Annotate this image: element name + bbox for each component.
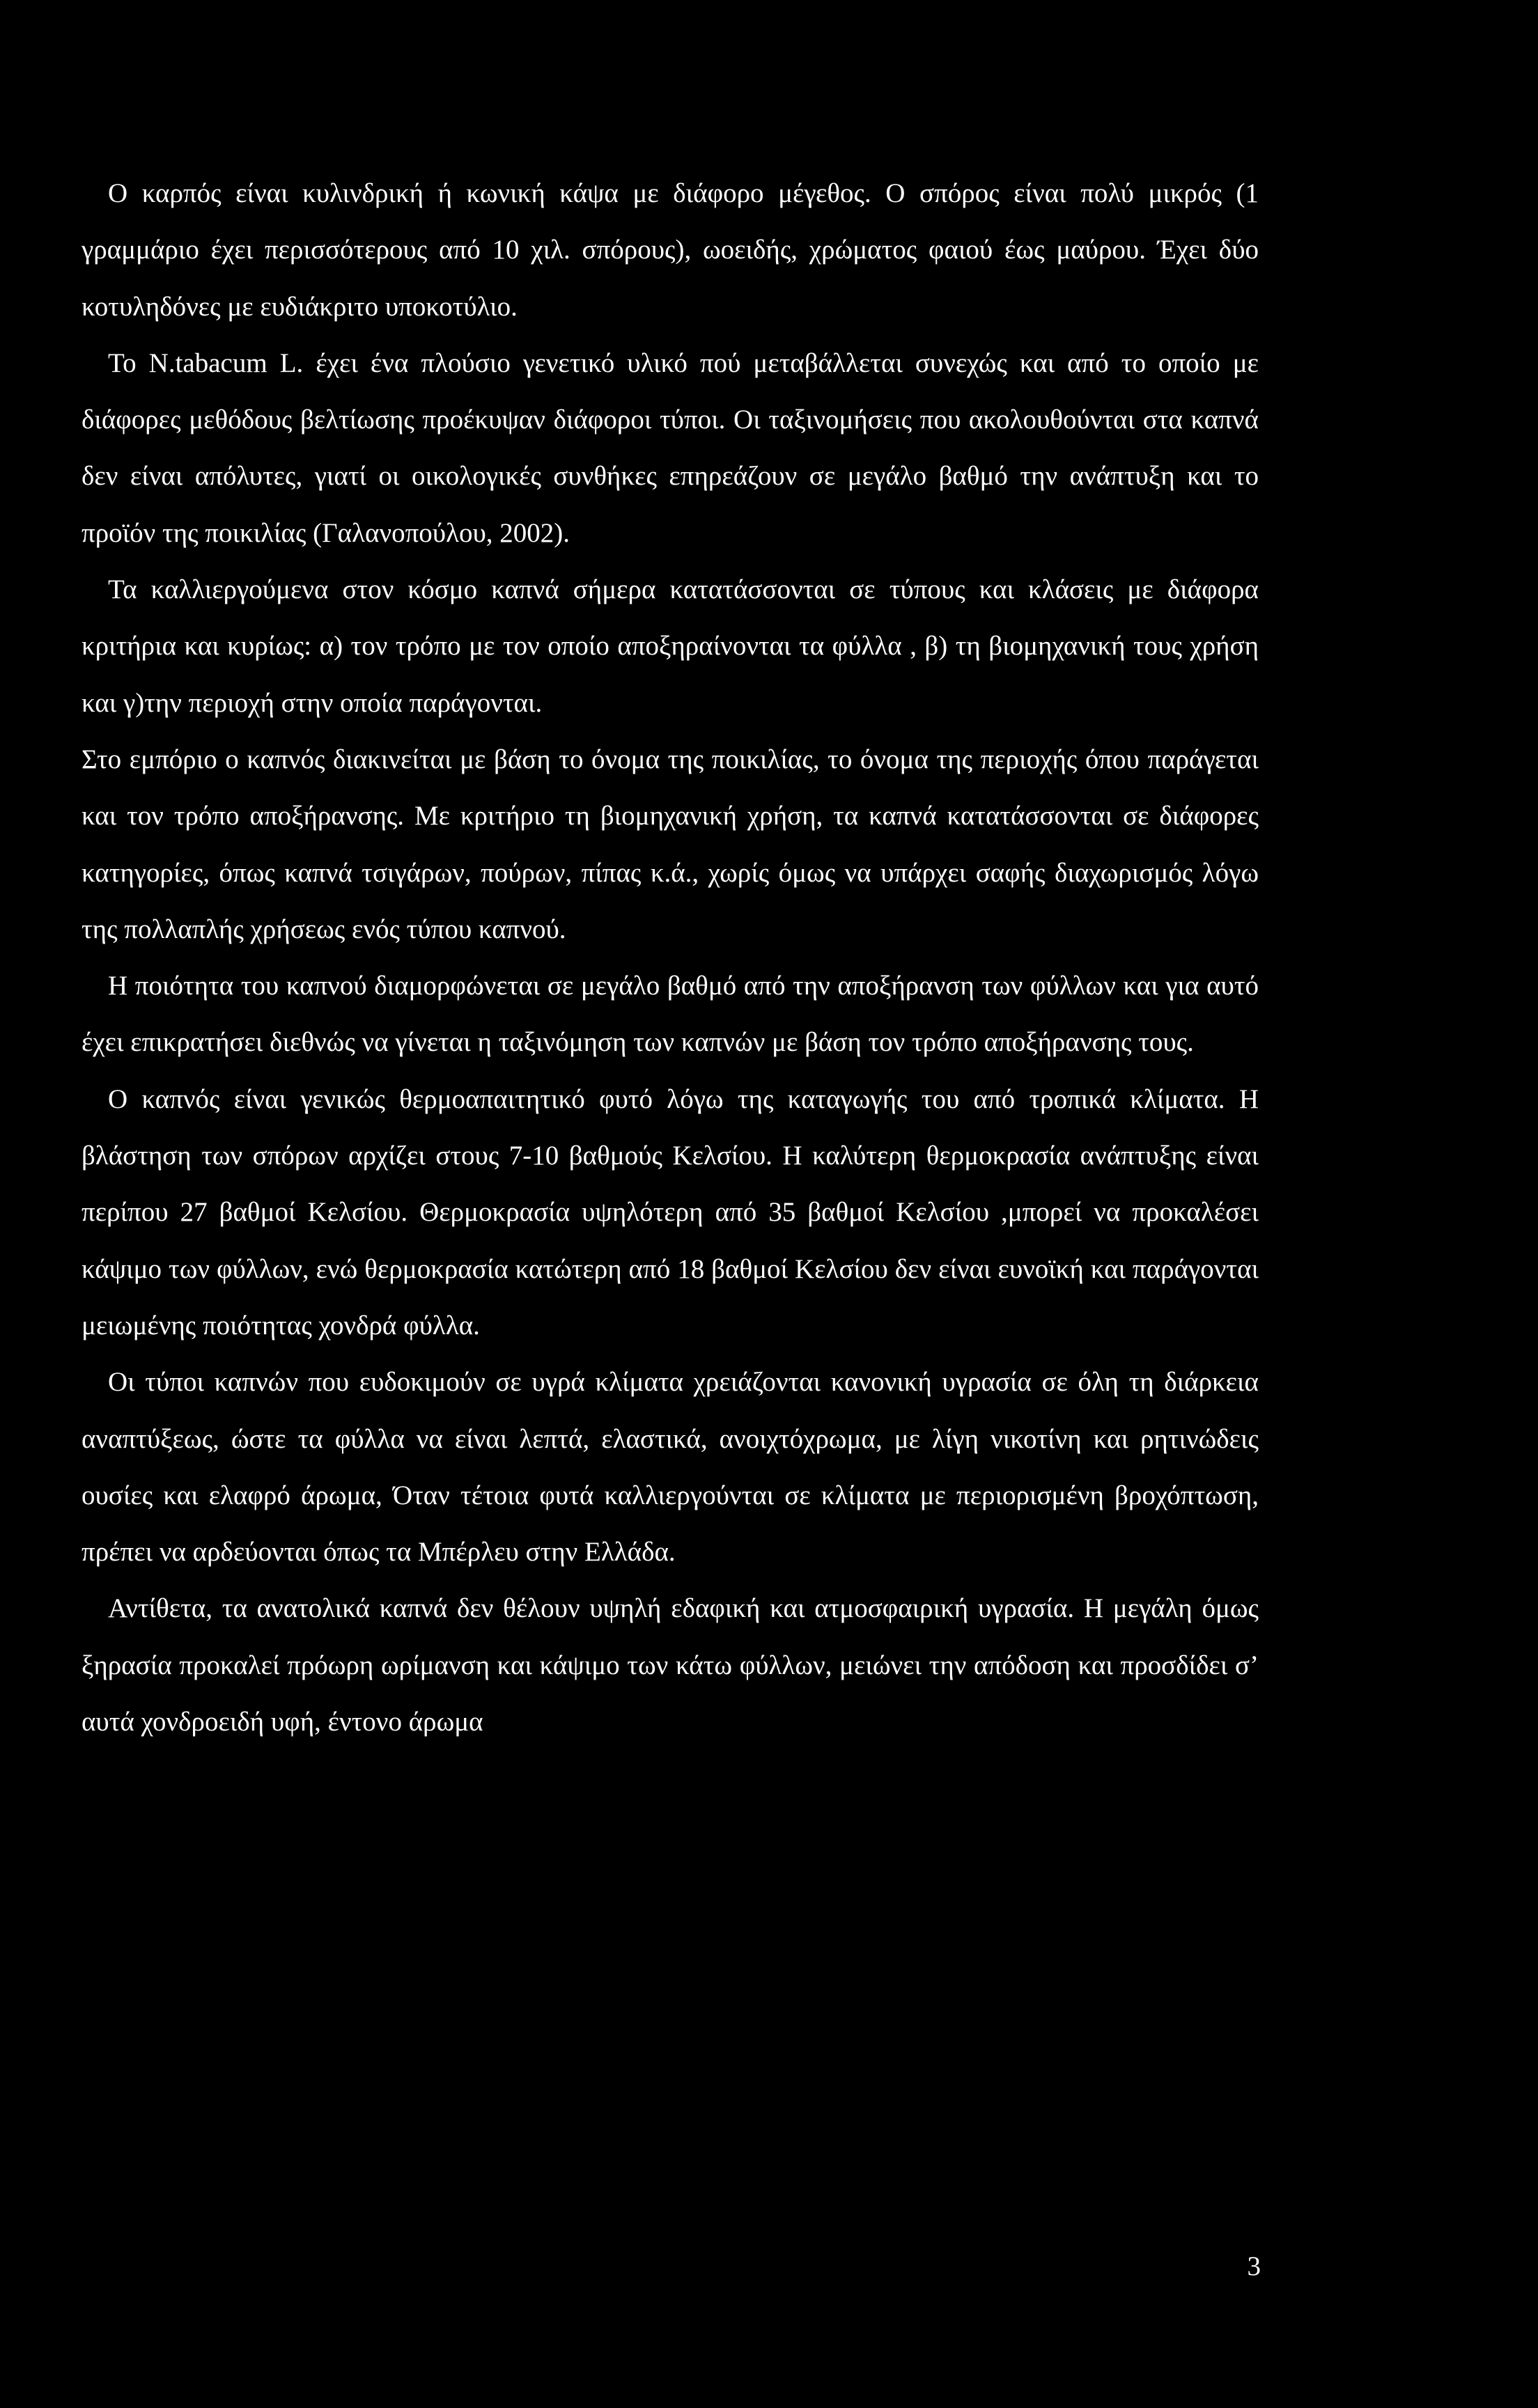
paragraph-humid-climates: Οι τύποι καπνών που ευδοκιμούν σε υγρά κλίματα χρειάζονται κανονική υγρασία σε όλη τη διάρκεια αναπτύξεως, ώστε τα φύλλα να είναι λεπτά, ελαστικά, ανοιχτόχρωμα, με λίγη νικοτίνη και ρητινώδεις ουσίες και ελαφρό άρωμα, Όταν τέτοια φυτά καλλιεργούνται σε κλίματα με περιορισμένη βροχόπτωση, πρέπει να αρδεύονται όπως τα Μπέρλευ στην Ελλάδα. bbox=[81, 1367, 1259, 1567]
paragraph-genetic-material: Το N.tabacum L. έχει ένα πλούσιο γενετικό υλικό πού μεταβάλλεται συνεχώς και από το οποίο με διάφορες μεθόδους βελτίωσης προέκυψαν διάφοροι τύποι. Οι ταξινομήσεις που ακολουθούνται στα καπνά δεν είναι απόλυτες, γιατί οι οικολογικές συνθήκες επηρεάζουν σε μεγάλο βαθμό την ανάπτυξη και το προϊόν της ποικιλίας (Γαλανοπούλου, 2002). bbox=[81, 347, 1259, 548]
paragraph-oriental-tobacco: Αντίθετα, τα ανατολικά καπνά δεν θέλουν υψηλή εδαφική και ατμοσφαιρική υγρασία. Η μεγάλη όμως ξηρασία προκαλεί πρόωρη ωρίμανση και κάψιμο των κάτω φύλλων, μειώνει την απόδοση και προσδίδει σ’ αυτά χονδροειδή υφή, έντονο άρωμα bbox=[81, 1593, 1259, 1737]
paragraph-trade: Στο εμπόριο ο καπνός διακινείται με βάση το όνομα της ποικιλίας, το όνομα της περιοχής όπου παράγεται και τον τρόπο αποξήρανσης. Με κριτήριο τη βιομηχανική χρήση, τα καπνά κατατάσσονται σε διάφορες κατηγορίες, όπως καπνά τσιγάρων, πούρων, πίπας κ.ά., χωρίς όμως να υπάρχει σαφής διαχωρισμός λόγω της πολλαπλής χρήσεως ενός τύπου καπνού. bbox=[81, 744, 1259, 944]
paragraph-quality-curing: Η ποιότητα του καπνού διαμορφώνεται σε μεγάλο βαθμό από την αποξήρανση των φύλλων και για αυτό έχει επικρατήσει διεθνώς να γίνεται η ταξινόμηση των καπνών με βάση τον τρόπο αποξήρανσης τους. bbox=[81, 971, 1259, 1058]
paragraph-fruit-seed: Ο καρπός είναι κυλινδρική ή κωνική κάψα με διάφορο μέγεθος. Ο σπόρος είναι πολύ μικρός (1 γραμμάριο έχει περισσότερους από 10 χιλ. σπόρους), ωοειδής, χρώματος φαιού έως μαύρου. Έχει δύο κοτυληδόνες με ευδιάκριτο υποκοτύλιο. bbox=[81, 178, 1259, 322]
paragraph-temperature: Ο καπνός είναι γενικώς θερμοαπαιτητικό φυτό λόγω της καταγωγής του από τροπικά κλίματα. Η βλάστηση των σπόρων αρχίζει στους 7-10 βαθμούς Κελσίου. Η καλύτερη θερμοκρασία ανάπτυξης είναι περίπου 27 βαθμοί Κελσίου. Θερμοκρασία υψηλότερη από 35 βαθμοί Κελσίου ,μπορεί να προκαλέσει κάψιμο των φύλλων, ενώ θερμοκρασία κατώτερη από 18 βαθμοί Κελσίου δεν είναι ευνοϊκή και παράγονται μειωμένης ποιότητας χονδρά φύλλα. bbox=[81, 1084, 1259, 1340]
page-number: 3 bbox=[1247, 2251, 1261, 2281]
body-text bbox=[81, 165, 1259, 1750]
paragraph-classification: Τα καλλιεργούμενα στον κόσμο καπνά σήμερα κατατάσσονται σε τύπους και κλάσεις με διάφορα κριτήρια και κυρίως: α) τον τρόπο με τον οποίο αποξηραίνονται τα φύλλα , β) τη βιομηχανική τους χρήση και γ)την περιοχή στην οποία παράγονται. bbox=[81, 574, 1259, 718]
